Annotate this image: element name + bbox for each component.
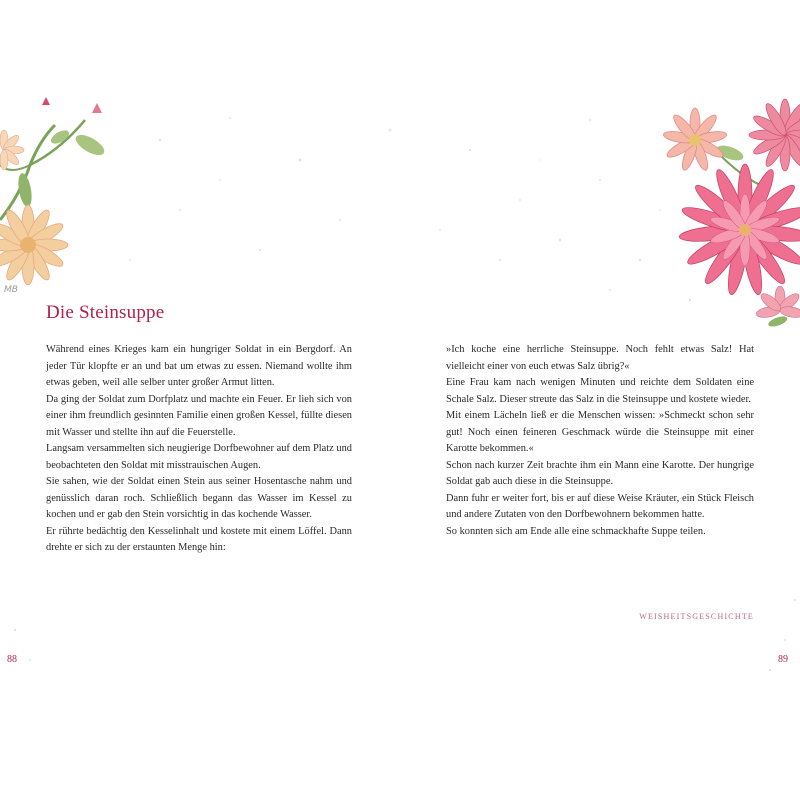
paragraph: Während eines Krieges kam ein hungriger Soldat in ein Bergdorf. An jeder Tür klopfte er an und bat um etwas zu essen. Niemand wollte ihm etwas geben, weil alle selber unter großer Armut litten. — [46, 344, 352, 388]
paragraph: Da ging der Soldat zum Dorfplatz und machte ein Feuer. Er lieh sich von einer ihm freundlich gesinnten Familie einen großen Kessel, füllte diesen mit Wasser und stellte ihn auf die Feuerstelle. — [46, 393, 352, 438]
paragraph: Er rührte bedächtig den Kesselinhalt und kostete mit einem Löffel. Dann drehte er sich zu der erstaunten Menge hin: — [46, 525, 352, 553]
paragraph: Langsam versammelten sich neugierige Dorfbewohner auf dem Platz und beobachteten den Soldat mit misstrauischen Augen. — [46, 443, 352, 471]
paragraph: »Ich koche eine herrliche Steinsuppe. Noch fehlt etwas Salz! Hat vielleicht einer von euch etwas Salz übrig?« — [446, 344, 754, 372]
page-number-right: 89 — [778, 654, 788, 665]
flower-illustration-left-icon — [0, 95, 130, 285]
paragraph: Sie sahen, wie der Soldat einen Stein aus seiner Hosentasche nahm und genüsslich daran roch. Schließlich begann das Wasser im Kessel zu kochen und er gab den Stein vorsichtig in das kochende Wasser. — [46, 476, 352, 520]
story-title: Die Steinsuppe — [46, 302, 165, 323]
paragraph: Mit einem Lächeln ließ er die Menschen wissen: »Schmeckt schon sehr gut! Noch einen feineren Geschmack würde die Steinsuppe mit einer Karotte bekommen.« — [446, 410, 754, 454]
paragraph: So konnten sich am Ende alle eine schmackhafte Suppe teilen. — [446, 525, 706, 537]
paragraph: Schon nach kurzer Zeit brachte ihm ein Mann eine Karotte. Der hungrige Soldat gab auch diese in die Steinsuppe. — [446, 459, 754, 487]
flower-illustration-right-icon — [660, 95, 800, 355]
right-page-text — [446, 342, 754, 540]
paragraph: Dann fuhr er weiter fort, bis er auf diese Weise Kräuter, ein Stück Fleisch und andere Zutaten von den Dorfbewohnern bekommen hatte. — [446, 492, 754, 520]
story-source-label: WEISHEITSGESCHICHTE — [639, 612, 754, 621]
page-number-left: 88 — [7, 654, 17, 665]
artist-initials: MB — [4, 285, 18, 295]
paragraph: Eine Frau kam nach wenigen Minuten und reichte dem Soldaten eine Schale Salz. Dieser streute das Salz in die Steinsuppe und kostete wieder. — [446, 377, 754, 405]
left-page-text — [46, 342, 352, 557]
